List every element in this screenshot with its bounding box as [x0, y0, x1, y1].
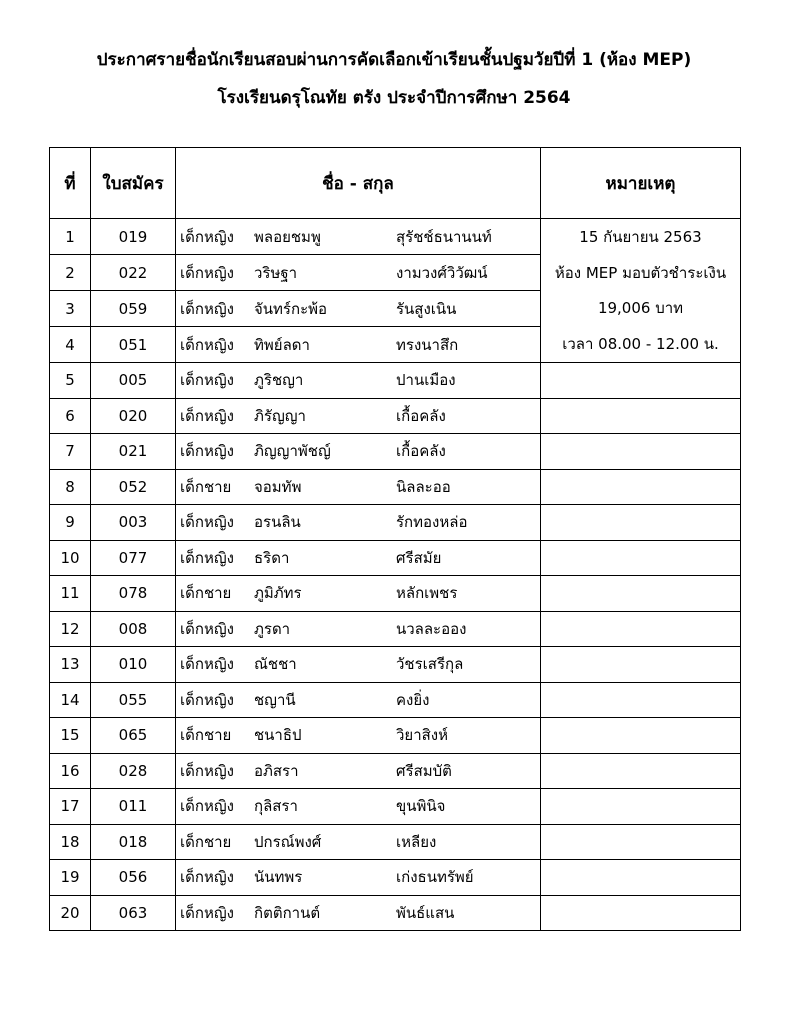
last-name: พันธ์แสน	[396, 903, 455, 922]
student-name	[176, 540, 541, 576]
table-row	[50, 860, 741, 896]
remark-empty-cell	[541, 469, 741, 505]
first-name: จันทร์กะพ้อ	[254, 299, 328, 318]
name-prefix: เด็กหญิง	[180, 371, 234, 390]
student-name	[176, 219, 541, 255]
table-row	[50, 682, 741, 718]
student-name	[176, 718, 541, 754]
row-number: 10	[50, 540, 91, 576]
table-row	[50, 753, 741, 789]
row-number: 20	[50, 895, 91, 931]
table-row	[50, 469, 741, 505]
application-number: 003	[91, 505, 176, 541]
student-name	[176, 647, 541, 683]
admission-results-table	[49, 147, 741, 931]
application-number: 056	[91, 860, 176, 896]
name-prefix: เด็กหญิง	[180, 903, 234, 922]
remark-empty-cell	[541, 363, 741, 399]
first-name: ภิญญาพัชญ์	[254, 442, 331, 461]
last-name: วัชรเสรีกุล	[396, 655, 464, 674]
last-name: เก่งธนทรัพย์	[396, 868, 474, 887]
last-name: เกื้อคลัง	[396, 406, 446, 425]
table-row	[50, 611, 741, 647]
student-name	[176, 682, 541, 718]
student-name	[176, 434, 541, 470]
last-name: ปานเมือง	[396, 371, 456, 390]
row-number: 5	[50, 363, 91, 399]
remark-empty-cell	[541, 860, 741, 896]
first-name: กิตติกานต์	[254, 903, 321, 922]
column-header-no: ที่	[50, 148, 91, 219]
name-prefix: เด็กหญิง	[180, 406, 234, 425]
first-name: ธริดา	[254, 548, 290, 567]
table-row	[50, 505, 741, 541]
remark-empty-cell	[541, 682, 741, 718]
last-name: ศรีสมัย	[396, 548, 442, 567]
remark-empty-cell	[541, 505, 741, 541]
row-number: 6	[50, 398, 91, 434]
name-prefix: เด็กชาย	[180, 477, 232, 496]
name-prefix: เด็กหญิง	[180, 797, 234, 816]
remark-line: ห้อง MEP มอบตัวชำระเงิน	[554, 263, 727, 282]
remark-cell	[541, 219, 741, 363]
first-name: ปกรณ์พงศ์	[254, 832, 322, 851]
name-prefix: เด็กหญิง	[180, 619, 234, 638]
row-number: 17	[50, 789, 91, 825]
last-name: เกื้อคลัง	[396, 442, 446, 461]
remark-empty-cell	[541, 398, 741, 434]
table-row	[50, 398, 741, 434]
last-name: เหลียง	[396, 832, 437, 851]
first-name: ณัชชา	[254, 655, 297, 674]
first-name: วริษฐา	[254, 263, 298, 282]
row-number: 14	[50, 682, 91, 718]
application-number: 008	[91, 611, 176, 647]
table-row	[50, 434, 741, 470]
first-name: อรนลิน	[254, 513, 301, 532]
name-prefix: เด็กหญิง	[180, 227, 234, 246]
first-name: กุลิสรา	[254, 797, 298, 816]
name-prefix: เด็กหญิง	[180, 655, 234, 674]
student-name	[176, 255, 541, 291]
name-prefix: เด็กหญิง	[180, 299, 234, 318]
student-name	[176, 824, 541, 860]
first-name: อภิสรา	[254, 761, 299, 780]
application-number: 059	[91, 291, 176, 327]
last-name: รันสูงเนิน	[396, 299, 457, 318]
application-number: 028	[91, 753, 176, 789]
application-number: 051	[91, 327, 176, 363]
student-name	[176, 363, 541, 399]
table-row	[50, 718, 741, 754]
last-name: ศรีสมบัติ	[396, 761, 452, 780]
row-number: 4	[50, 327, 91, 363]
row-number: 9	[50, 505, 91, 541]
name-prefix: เด็กหญิง	[180, 761, 234, 780]
row-number: 13	[50, 647, 91, 683]
table-row	[50, 540, 741, 576]
application-number: 005	[91, 363, 176, 399]
name-prefix: เด็กชาย	[180, 832, 232, 851]
row-number: 1	[50, 219, 91, 255]
table-row	[50, 363, 741, 399]
remark-line: 19,006 บาท	[597, 299, 684, 317]
row-number: 16	[50, 753, 91, 789]
name-prefix: เด็กหญิง	[180, 868, 234, 887]
application-number: 021	[91, 434, 176, 470]
column-header-name: ชื่อ - สกุล	[176, 148, 541, 219]
first-name: ภูมิภัทร	[254, 584, 302, 603]
first-name: ชญานี	[254, 690, 296, 709]
first-name: จอมทัพ	[254, 477, 302, 496]
last-name: ทรงนาสึก	[396, 335, 459, 354]
row-number: 12	[50, 611, 91, 647]
column-header-remark: หมายเหตุ	[541, 148, 741, 219]
student-name	[176, 398, 541, 434]
application-number: 063	[91, 895, 176, 931]
remark-empty-cell	[541, 718, 741, 754]
school-year-subtitle: โรงเรียนดรุโณทัย ตรัง ประจำปีการศึกษา 2564	[217, 88, 571, 108]
name-prefix: เด็กหญิง	[180, 690, 234, 709]
row-number: 3	[50, 291, 91, 327]
last-name: ขุนพินิจ	[396, 797, 446, 816]
first-name: พลอยชมพู	[254, 227, 321, 246]
application-number: 020	[91, 398, 176, 434]
name-prefix: เด็กชาย	[180, 726, 232, 745]
first-name: ภูรดา	[254, 619, 291, 638]
student-name	[176, 611, 541, 647]
application-number: 052	[91, 469, 176, 505]
name-prefix: เด็กหญิง	[180, 263, 234, 282]
remark-empty-cell	[541, 647, 741, 683]
application-number: 018	[91, 824, 176, 860]
table-row	[50, 576, 741, 612]
student-name	[176, 291, 541, 327]
student-name	[176, 789, 541, 825]
remark-empty-cell	[541, 611, 741, 647]
last-name: หลักเพชร	[396, 584, 458, 603]
student-name	[176, 327, 541, 363]
student-name	[176, 753, 541, 789]
last-name: วิยาสิงห์	[396, 726, 449, 745]
last-name: คงยิ่ง	[396, 690, 430, 709]
application-number: 011	[91, 789, 176, 825]
column-header-application: ใบสมัคร	[91, 148, 176, 219]
last-name: สุรัชช์ธนานนท์	[396, 227, 492, 246]
row-number: 19	[50, 860, 91, 896]
student-name	[176, 860, 541, 896]
application-number: 022	[91, 255, 176, 291]
table-row	[50, 895, 741, 931]
remark-empty-cell	[541, 789, 741, 825]
first-name: ภิรัญญา	[254, 406, 306, 425]
first-name: ทิพย์ลดา	[254, 335, 310, 354]
row-number: 15	[50, 718, 91, 754]
remark-empty-cell	[541, 540, 741, 576]
table-row	[50, 647, 741, 683]
name-prefix: เด็กหญิง	[180, 548, 234, 567]
remark-empty-cell	[541, 895, 741, 931]
last-name: งามวงศ์วิวัฒน์	[396, 263, 488, 282]
announcement-title: ประกาศรายชื่อนักเรียนสอบผ่านการคัดเลือกเข้าเรียนชั้นปฐมวัยปีที่ 1 (ห้อง MEP)	[96, 50, 692, 70]
first-name: ภูริชญา	[254, 371, 304, 390]
remark-line: เวลา 08.00 - 12.00 น.	[562, 334, 719, 353]
remark-empty-cell	[541, 824, 741, 860]
name-prefix: เด็กหญิง	[180, 442, 234, 461]
last-name: นิลละออ	[396, 477, 451, 496]
table-row	[50, 219, 741, 255]
table-row	[50, 824, 741, 860]
row-number: 7	[50, 434, 91, 470]
name-prefix: เด็กชาย	[180, 584, 232, 603]
name-prefix: เด็กหญิง	[180, 513, 234, 532]
student-name	[176, 469, 541, 505]
student-name	[176, 576, 541, 612]
application-number: 065	[91, 718, 176, 754]
student-name	[176, 895, 541, 931]
remark-empty-cell	[541, 434, 741, 470]
application-number: 077	[91, 540, 176, 576]
remark-line: 15 กันยายน 2563	[579, 228, 702, 246]
first-name: นันทพร	[254, 868, 303, 887]
row-number: 11	[50, 576, 91, 612]
row-number: 8	[50, 469, 91, 505]
row-number: 18	[50, 824, 91, 860]
application-number: 010	[91, 647, 176, 683]
student-name	[176, 505, 541, 541]
row-number: 2	[50, 255, 91, 291]
remark-empty-cell	[541, 576, 741, 612]
application-number: 055	[91, 682, 176, 718]
name-prefix: เด็กหญิง	[180, 335, 234, 354]
first-name: ชนาธิป	[254, 726, 302, 745]
application-number: 019	[91, 219, 176, 255]
application-number: 078	[91, 576, 176, 612]
remark-empty-cell	[541, 753, 741, 789]
last-name: รักทองหล่อ	[396, 513, 468, 532]
table-row	[50, 789, 741, 825]
last-name: นวลละออง	[396, 619, 467, 638]
table-header-row	[50, 148, 741, 219]
